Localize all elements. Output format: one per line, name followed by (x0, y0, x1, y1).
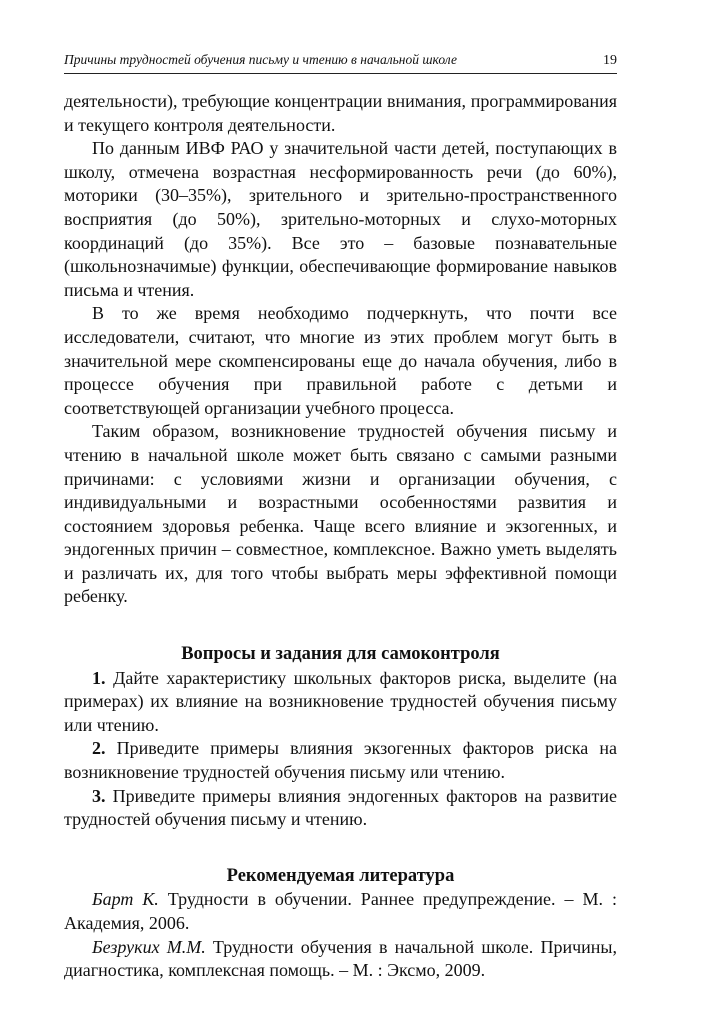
question-text: Дайте характеристику школьных факторов риска, выделите (на примерах) их влияние на возникновение трудностей обучения письму или чтению. (64, 667, 618, 735)
literature-author: Безруких М.М. (92, 936, 206, 957)
page-number: 19 (603, 53, 617, 68)
body-text (64, 90, 617, 983)
question-item (64, 667, 617, 738)
paragraph-continued: деятельности), требующие концентрации внимания, программирования и текущего контроля деятельности. (64, 91, 617, 135)
question-text: Приведите примеры влияния эндогенных факторов на развитие трудностей обучения письму и чтению. (64, 785, 617, 830)
running-header (64, 52, 617, 74)
question-number: 3. (92, 785, 106, 806)
question-text: Приведите примеры влияния экзогенных факторов риска на возникновение трудностей обучения письму или чтению. (64, 738, 618, 783)
questions-heading: Вопросы и задания для самоконтроля (181, 644, 500, 665)
literature-text: Трудности в обучении. Раннее предупреждение. – М. : Академия, 2006. (64, 889, 617, 933)
question-item (64, 785, 617, 832)
literature-item (64, 936, 617, 983)
literature-heading: Рекомендуемая литература (226, 865, 455, 886)
question-number: 2. (92, 738, 106, 759)
book-page (64, 52, 617, 983)
literature-text: Трудности обучения в начальной школе. Причины, диагностика, комплексная помощь. – М. : Эксмо, 2009. (64, 936, 617, 981)
literature-author: Барт К. (92, 889, 159, 910)
question-item (64, 737, 617, 784)
paragraph: По данным ИВФ РАО у значительной части детей, поступающих в школу, отмечена возрастная несформированность речи (до 60%), моторики (30–35%), зрительного и зрительно-пространственного восприятия (до 50%), зрительно-моторных и слухо-моторных координаций (до 35%). Все это – базовые познавательные (школьнозначимые) функции, обеспечивающие формирование навыков письма и чтения. (64, 138, 617, 300)
running-title: Причины трудностей обучения письму и чтению в начальной школе (64, 52, 457, 67)
paragraph: В то же время необходимо подчеркнуть, что почти все исследователи, считают, что многие из этих проблем могут быть в значительной мере скомпенсированы еще до начала обучения, либо в процессе обучения при правильной работе с детьми и соответствующей организации учебного процесса. (64, 303, 617, 418)
literature-item (64, 888, 617, 935)
paragraph: Таким образом, возникновение трудностей обучения письму и чтению в начальной школе может быть связано с самыми разными причинами: с условиями жизни и организации обучения, с индивидуальными и возрастными особенностями развития и состоянием здоровья ребенка. Чаще всего влияние и экзогенных, и эндогенных причин – совместное, комплексное. Важно уметь выделять и различать их, для того чтобы выбрать меры эффективной помощи ребенку. (64, 421, 617, 607)
question-number: 1. (92, 667, 106, 688)
